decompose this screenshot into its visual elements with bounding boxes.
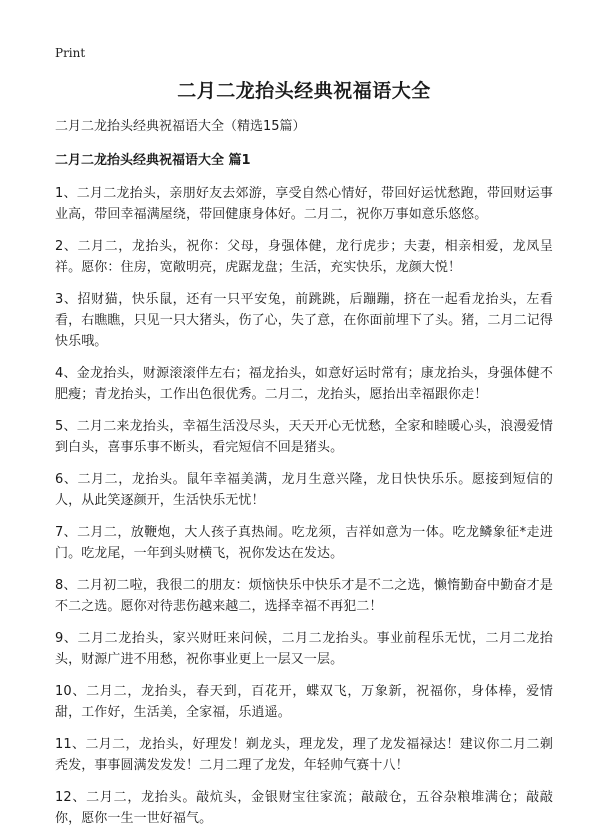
wish-item-9: 9、二月二龙抬头，家兴财旺来问候，二月二龙抬头。事业前程乐无忧，二月二龙抬头，财源广进不用愁，祝你事业更上一层又一层。 [55,631,553,667]
wish-item-6: 6、二月二，龙抬头。鼠年幸福美满，龙月生意兴隆，龙日快快乐乐。愿接到短信的人，从此笑逐颜开，生活快乐无忧！ [55,472,553,508]
section-heading: 二月二龙抬头经典祝福语大全 篇1 [55,153,251,168]
wish-item-5: 5、二月二来龙抬头，幸福生活没尽头，天天开心无忧愁，全家和睦暖心头，浪漫爱情到白头，喜事乐事不断头，看完短信不回是猪头。 [55,419,553,455]
print-link[interactable]: Print [55,46,86,60]
wish-item-8: 8、二月初二啦，我很二的朋友：烦恼快乐中快乐才是不二之选，懒惰勤奋中勤奋才是不二之选。愿你对待悲伤越来越二，选择幸福不再犯二！ [55,578,553,614]
wish-item-3: 3、招财猫，快乐鼠，还有一只平安兔，前跳跳，后蹦蹦，挤在一起看龙抬头，左看看，右瞧瞧，只见一只大猪头，伤了心，失了意，在你面前埋下了头。猪，二月二记得快乐哦。 [55,292,553,349]
wish-item-1: 1、二月二龙抬头，亲朋好友去郊游，享受自然心情好，带回好运忧愁跑，带回财运事业高，带回幸福满屋绕，带回健康身体好。二月二，祝你万事如意乐悠悠。 [55,186,553,222]
wish-item-2: 2、二月二，龙抬头，祝你：父母，身强体健，龙行虎步；夫妻，相亲相爱，龙凤呈祥。愿你：住房，宽敞明亮，虎踞龙盘；生活，充实快乐，龙颜大悦！ [55,239,553,275]
wish-item-12: 12、二月二，龙抬头。敲炕头，金银财宝往家流；敲敲仓，五谷杂粮堆满仓；敲敲你，愿你一生一世好福气。 [55,790,553,826]
wish-item-11: 11、二月二，龙抬头，好理发！剃龙头，理龙发，理了龙发福禄达！建议你二月二剃秃发，事事圆满发发发！二月二理了龙发，年轻帅气赛十八！ [55,737,553,773]
wish-item-7: 7、二月二，放鞭炮，大人孩子真热闹。吃龙须，吉祥如意为一体。吃龙鳞象征*走进门。吃龙尾，一年到头财横飞，祝你发达在发达。 [55,525,553,561]
wish-item-10: 10、二月二，龙抬头，春天到，百花开，蝶双飞，万象新，祝福你，身体棒，爱情甜，工作好，生活美，全家福，乐逍遥。 [55,684,553,720]
document-body [55,78,553,840]
document-subtitle: 二月二龙抬头经典祝福语大全（精选15篇） [55,119,306,134]
wish-item-4: 4、金龙抬头，财源滚滚伴左右；福龙抬头，如意好运时常有；康龙抬头，身强体健不肥瘦；青龙抬头，工作出色很优秀。二月二，龙抬头，愿抬出幸福跟你走！ [55,366,553,402]
page-title: 二月二龙抬头经典祝福语大全 [177,80,431,102]
